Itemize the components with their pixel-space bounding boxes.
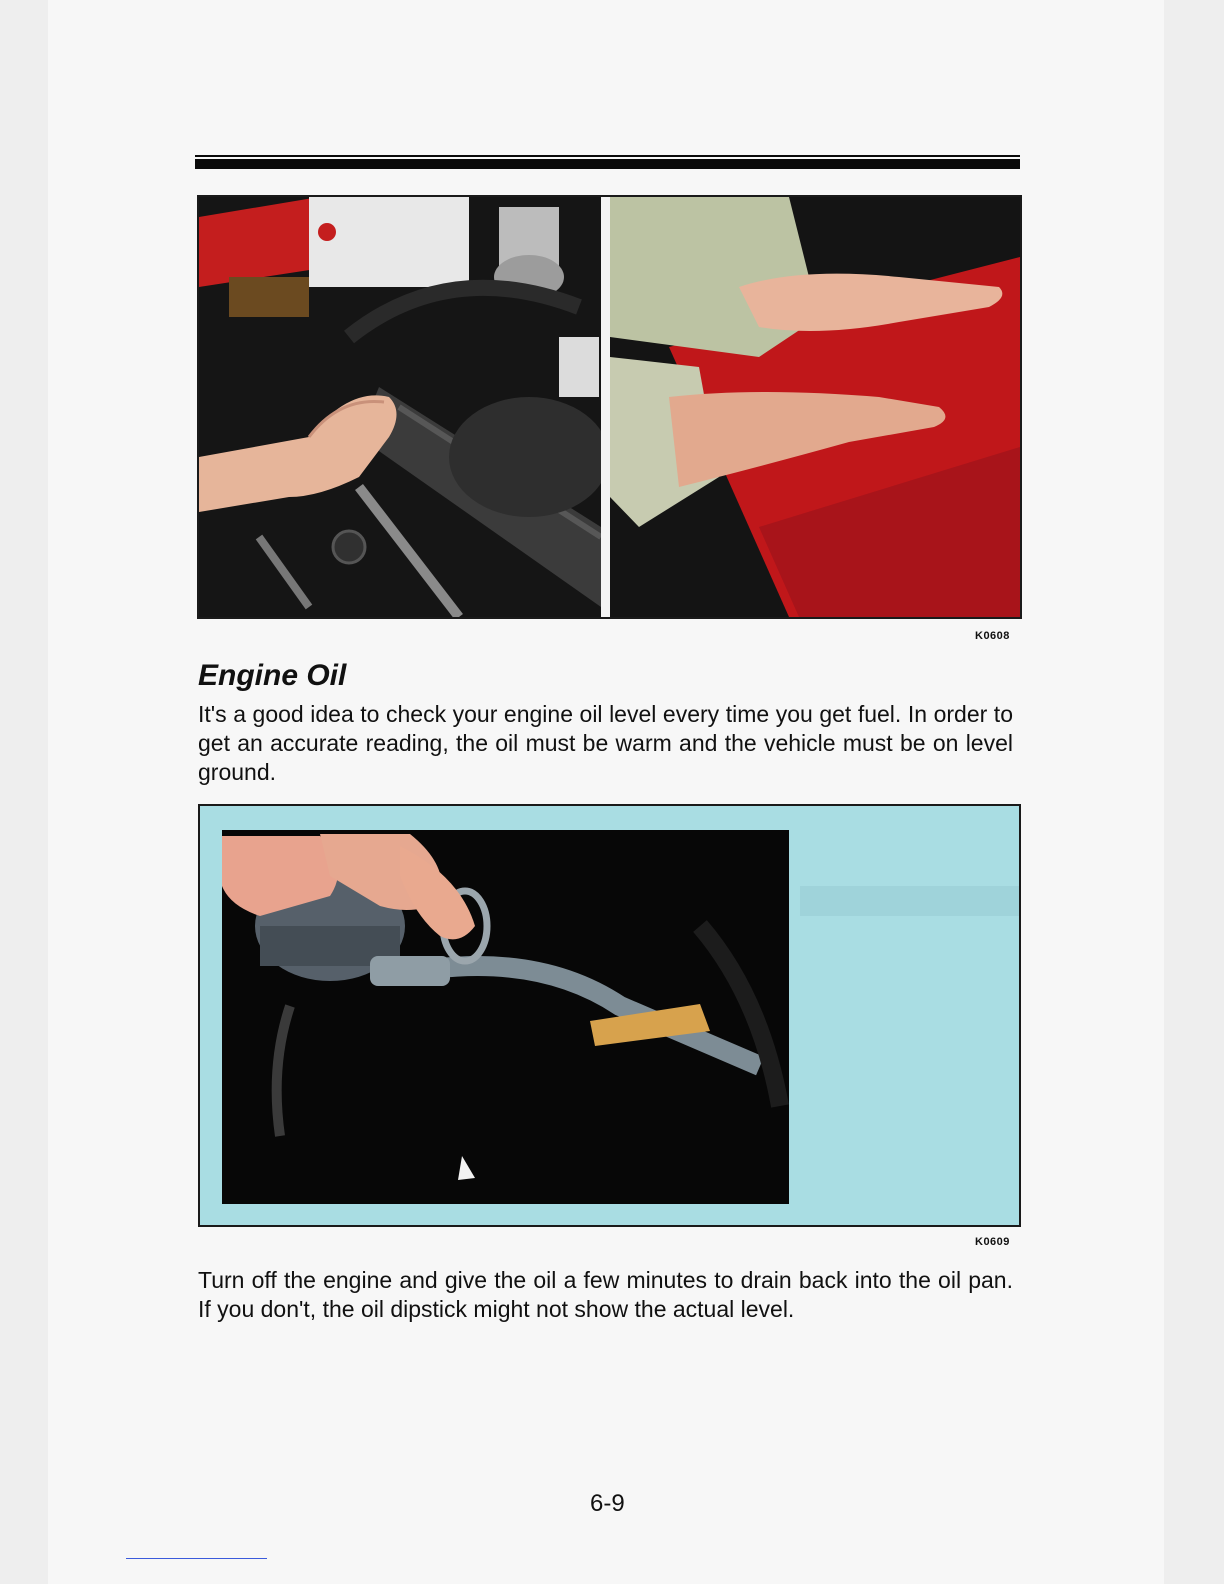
figure-engine-bay-photo xyxy=(197,195,1022,619)
figure-code: K0608 xyxy=(975,630,1010,642)
engine-bay-illustration xyxy=(199,197,1020,617)
body-paragraph: Turn off the engine and give the oil a few minutes to drain back into the oil pan. If you don't, the oil dipstick might not show the actual level. xyxy=(198,1267,1013,1322)
figure-code: K0609 xyxy=(975,1236,1010,1248)
header-rule-thick xyxy=(195,159,1020,169)
section-heading: Engine Oil xyxy=(198,659,347,692)
dipstick-illustration xyxy=(200,806,1019,1225)
page-number: 6-9 xyxy=(590,1490,625,1517)
footer-link-underline[interactable] xyxy=(126,1558,267,1559)
body-paragraph: It's a good idea to check your engine oil level every time you get fuel. In order to get an accurate reading, the oil must be warm and the vehicle must be on level ground. xyxy=(198,701,1013,785)
figure-dipstick-photo xyxy=(198,804,1021,1227)
header-rule-thin xyxy=(195,155,1020,157)
